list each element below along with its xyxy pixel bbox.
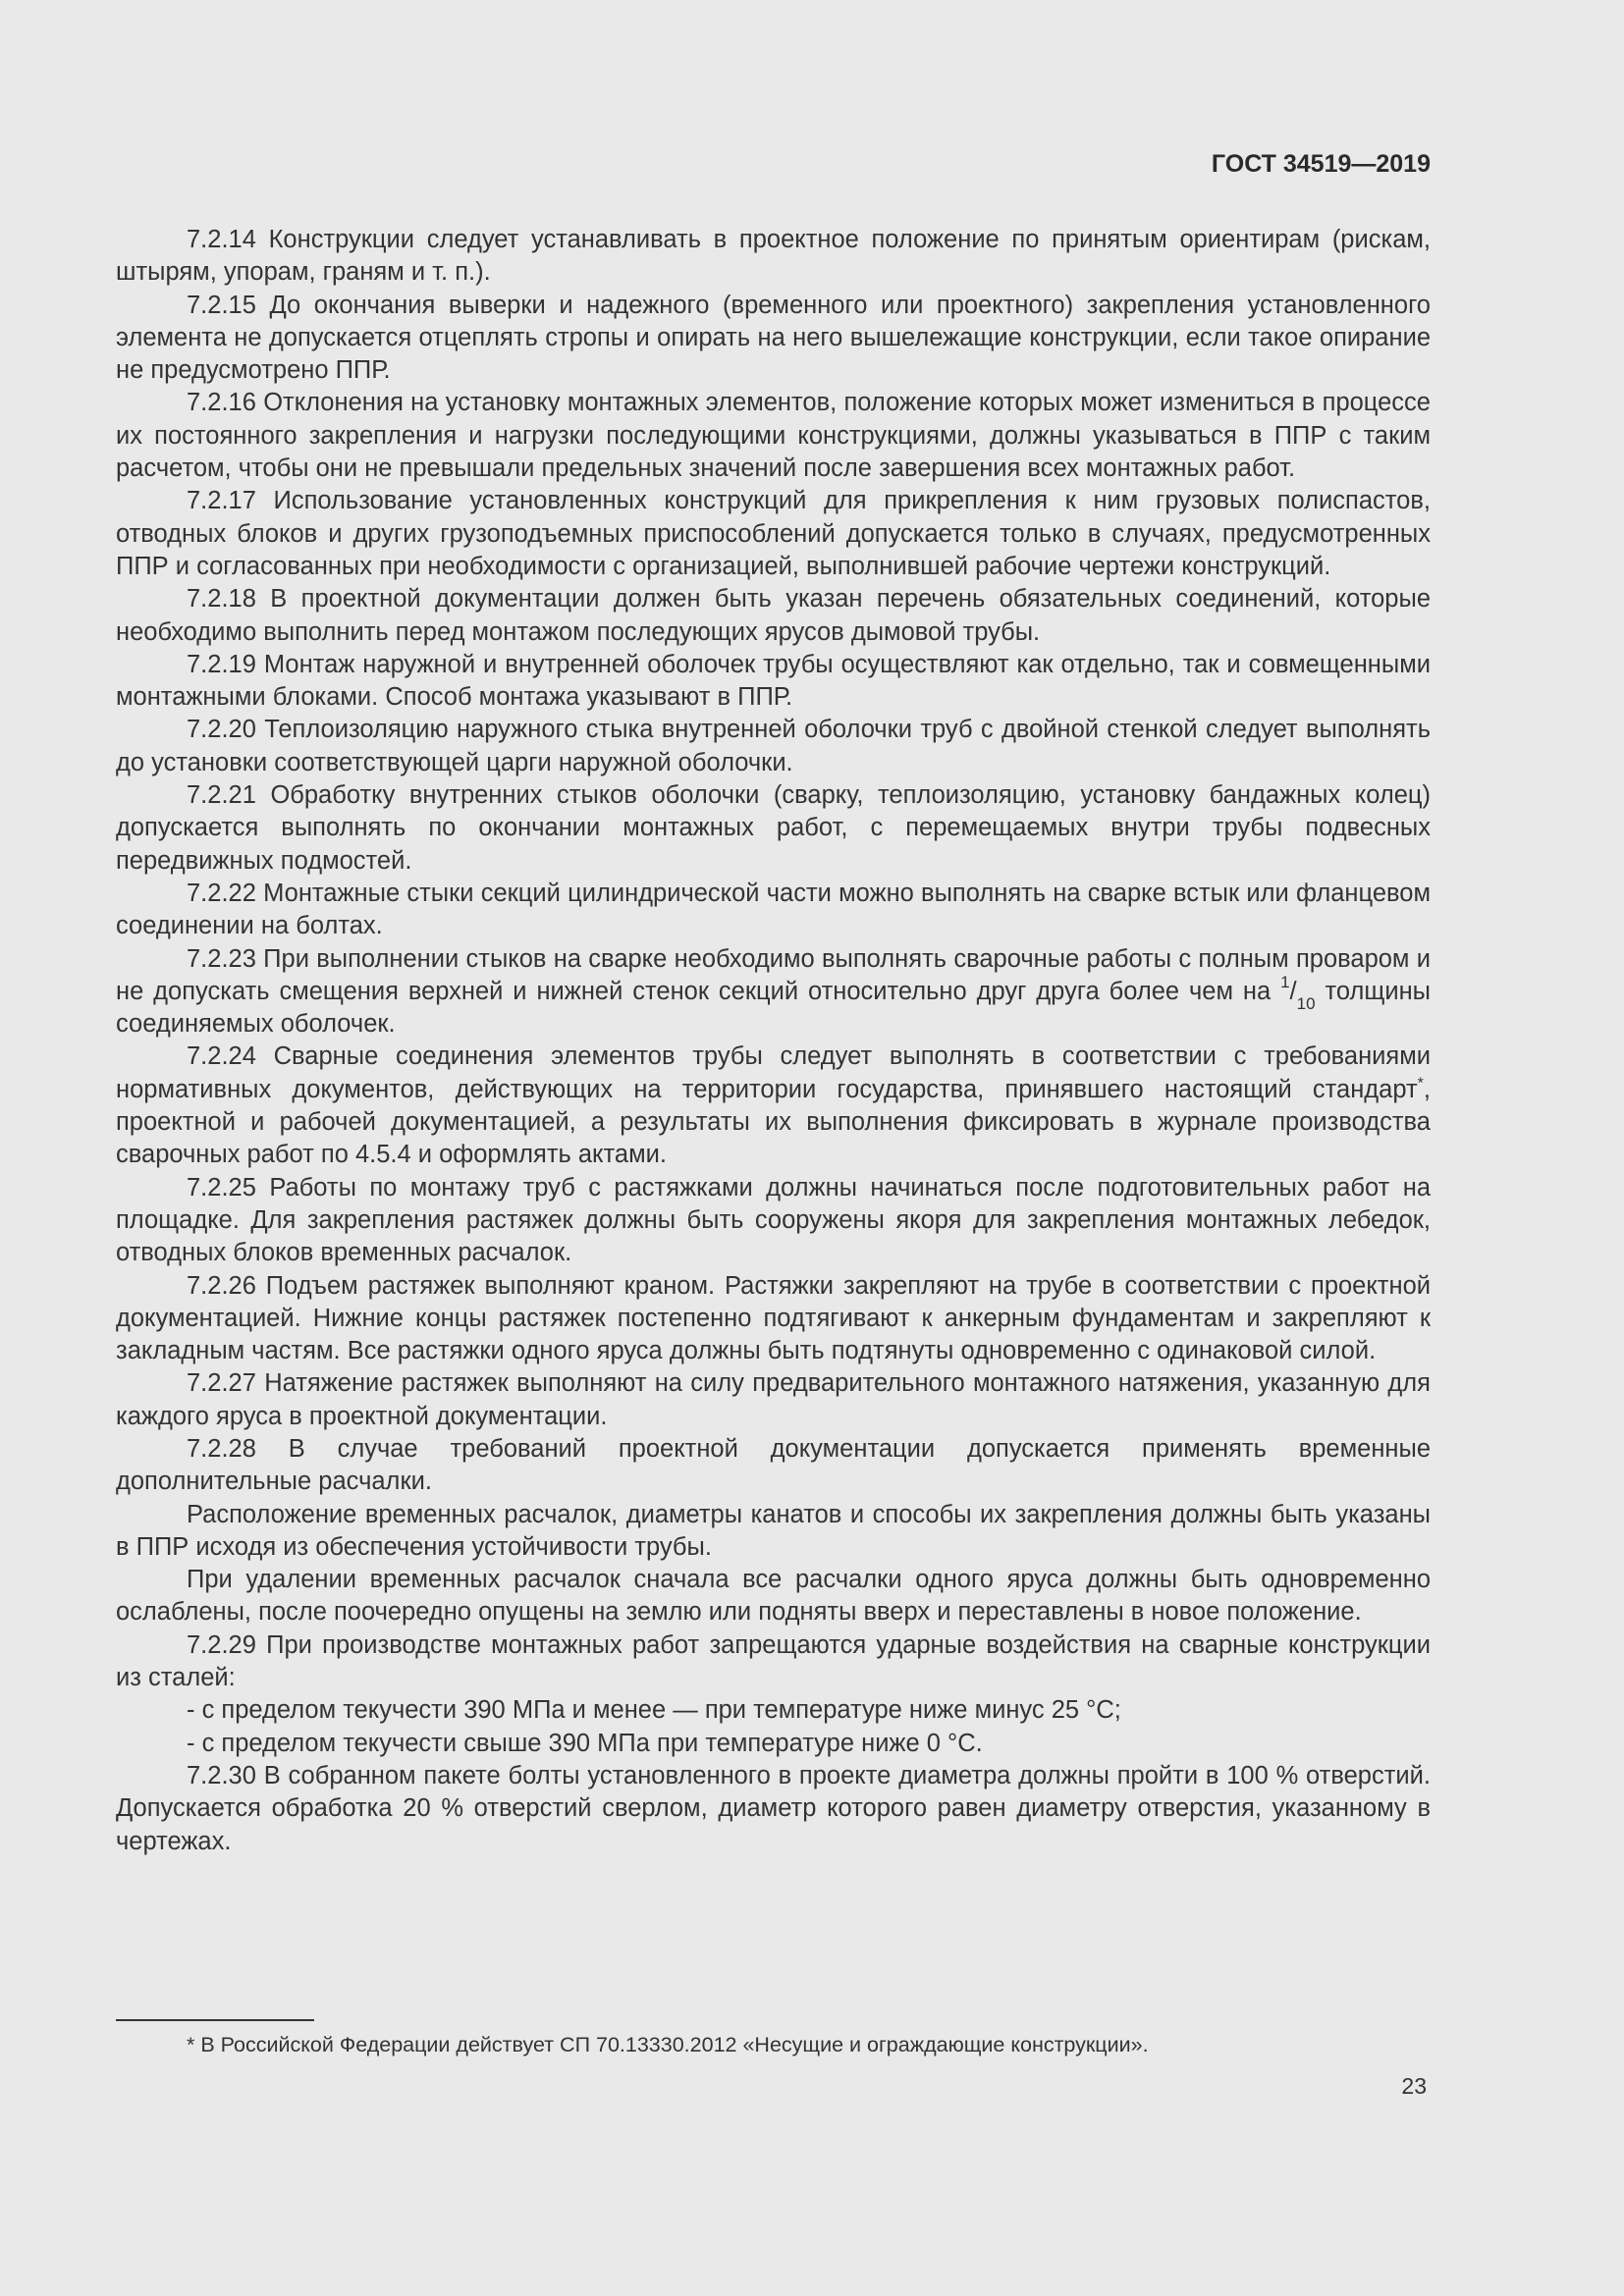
fraction-slash: / <box>1289 977 1297 1005</box>
footnote-divider <box>116 2019 314 2021</box>
footnote-reference-mark: * <box>1417 1075 1424 1093</box>
document-body <box>116 224 1431 1858</box>
clause-7-2-20: 7.2.20 Теплоизоляцию наружного стыка внутренней оболочки труб с двойной стенкой следует выполнять до установки соответствующей царги наружной оболочки. <box>116 716 1431 776</box>
list-item: - с пределом текучести 390 МПа и менее — при температуре ниже минус 25 °С; <box>187 1696 1121 1725</box>
list-item: - с пределом текучести свыше 390 МПа при температуре ниже 0 °С. <box>187 1729 983 1757</box>
clause-7-2-30: 7.2.30 В собранном пакете болты установленного в проекте диаметра должны пройти в 100 % отверстий. Допускается обработка 20 % отверстий сверлом, диаметр которого равен диаметру отверстия, указанному в чертежах. <box>116 1761 1431 1855</box>
clause-7-2-19: 7.2.19 Монтаж наружной и внутренней оболочек трубы осуществляют как отдельно, так и совмещенными монтажными блоками. Способ монтажа указывают в ППР. <box>116 650 1431 712</box>
clause-7-2-23-text: 7.2.23 При выполнении стыков на сварке необходимо выполнять сварочные работы с полным проваром и не допускать смещения верхней и нижней стенок секций относительно друг друга более чем на <box>116 944 1431 1005</box>
clause-7-2-22: 7.2.22 Монтажные стыки секций цилиндрической части можно выполнять на сварке встык или фланцевом соединении на болтах. <box>116 879 1431 940</box>
clause-7-2-25: 7.2.25 Работы по монтажу труб с растяжками должны начинаться после подготовительных работ на площадке. Для закрепления растяжек должны быть сооружены якоря для закрепления монтажных лебедок, отводных блоков временных расчалок. <box>116 1173 1431 1267</box>
clause-7-2-26: 7.2.26 Подъем растяжек выполняют краном. Растяжки закрепляют на трубе в соответствии с проектной документацией. Нижние концы растяжек постепенно подтягивают к анкерным фундаментам и закрепляют к закладным частям. Все растяжки одного яруса должны быть подтянуты одновременно с одинаковой силой. <box>116 1271 1431 1365</box>
clause-7-2-27: 7.2.27 Натяжение растяжек выполняют на силу предварительного монтажного натяжения, указанную для каждого яруса в проектной документации. <box>116 1369 1431 1430</box>
page-number: 23 <box>1401 2073 1427 2099</box>
clause-7-2-21: 7.2.21 Обработку внутренних стыков оболочки (сварку, теплоизоляцию, установку бандажных колец) допускается выполнять по окончании монтажных работ, с перемещаемых внутри трубы подвесных передвижных подмостей. <box>116 781 1431 875</box>
clause-7-2-28: 7.2.28 В случае требований проектной документации допускается применять временные дополнительные расчалки. <box>116 1434 1431 1496</box>
clause-7-2-16: 7.2.16 Отклонения на установку монтажных элементов, положение которых может измениться в процессе их постоянного закрепления и нагрузки последующими конструкциями, должны указываться в ППР с таким расчетом, чтобы они не превышали предельных значений после завершения всех монтажных работ. <box>116 389 1431 483</box>
document-code-header: ГОСТ 34519—2019 <box>1211 150 1431 178</box>
clause-7-2-29: 7.2.29 При производстве монтажных работ запрещаются ударные воздействия на сварные конструкции из сталей: <box>116 1630 1431 1692</box>
fraction-one-tenth <box>1280 973 1316 1013</box>
fraction-denominator: 10 <box>1296 993 1316 1013</box>
footnote: * В Российской Федерации действует СП 70.13330.2012 «Несущие и ограждающие конструкции». <box>187 2033 1149 2056</box>
fraction-numerator: 1 <box>1280 973 1290 992</box>
clause-7-2-28-guy-removal: При удалении временных расчалок сначала все расчалки одного яруса должны быть одновременно ослаблены, после поочередно опущены на землю или подняты вверх и переставлены в новое положение. <box>116 1566 1431 1627</box>
clause-7-2-24-tail: , проектной и рабочей документацией, а результаты их выполнения фиксировать в журнале производства сварочных работ по 4.5.4 и оформлять актами. <box>116 1075 1431 1169</box>
clause-7-2-23-tail: толщины соединяемых оболочек. <box>116 977 1431 1039</box>
clause-7-2-18: 7.2.18 В проектной документации должен быть указан перечень обязательных соединений, которые необходимо выполнить перед монтажом последующих ярусов дымовой трубы. <box>116 585 1431 646</box>
clause-7-2-28-guy-placement: Расположение временных расчалок, диаметры канатов и способы их закрепления должны быть указаны в ППР исходя из обеспечения устойчивости трубы. <box>116 1500 1431 1561</box>
clause-7-2-14: 7.2.14 Конструкции следует устанавливать в проектное положение по принятым ориентирам (рискам, штырям, упорам, граням и т. п.). <box>116 226 1431 287</box>
clause-7-2-15: 7.2.15 До окончания выверки и надежного (временного или проектного) закрепления установленного элемента не допускается отцеплять стропы и опирать на него вышележащие конструкции, если такое опирание не предусмотрено ППР. <box>116 291 1431 385</box>
clause-7-2-23 <box>116 943 1431 1041</box>
clause-7-2-24 <box>116 1041 1431 1171</box>
clause-7-2-17: 7.2.17 Использование установленных конструкций для прикрепления к ним грузовых полиспастов, отводных блоков и других грузоподъемных приспособлений допускается только в случаях, предусмотренных ППР и согласованных при необходимости с организацией, выполнившей рабочие чертежи конструкций. <box>116 487 1431 580</box>
clause-7-2-24-text: 7.2.24 Сварные соединения элементов трубы следует выполнять в соответствии с требованиями нормативных документов, действующих на территории государства, принявшего настоящий стандарт <box>116 1042 1431 1103</box>
